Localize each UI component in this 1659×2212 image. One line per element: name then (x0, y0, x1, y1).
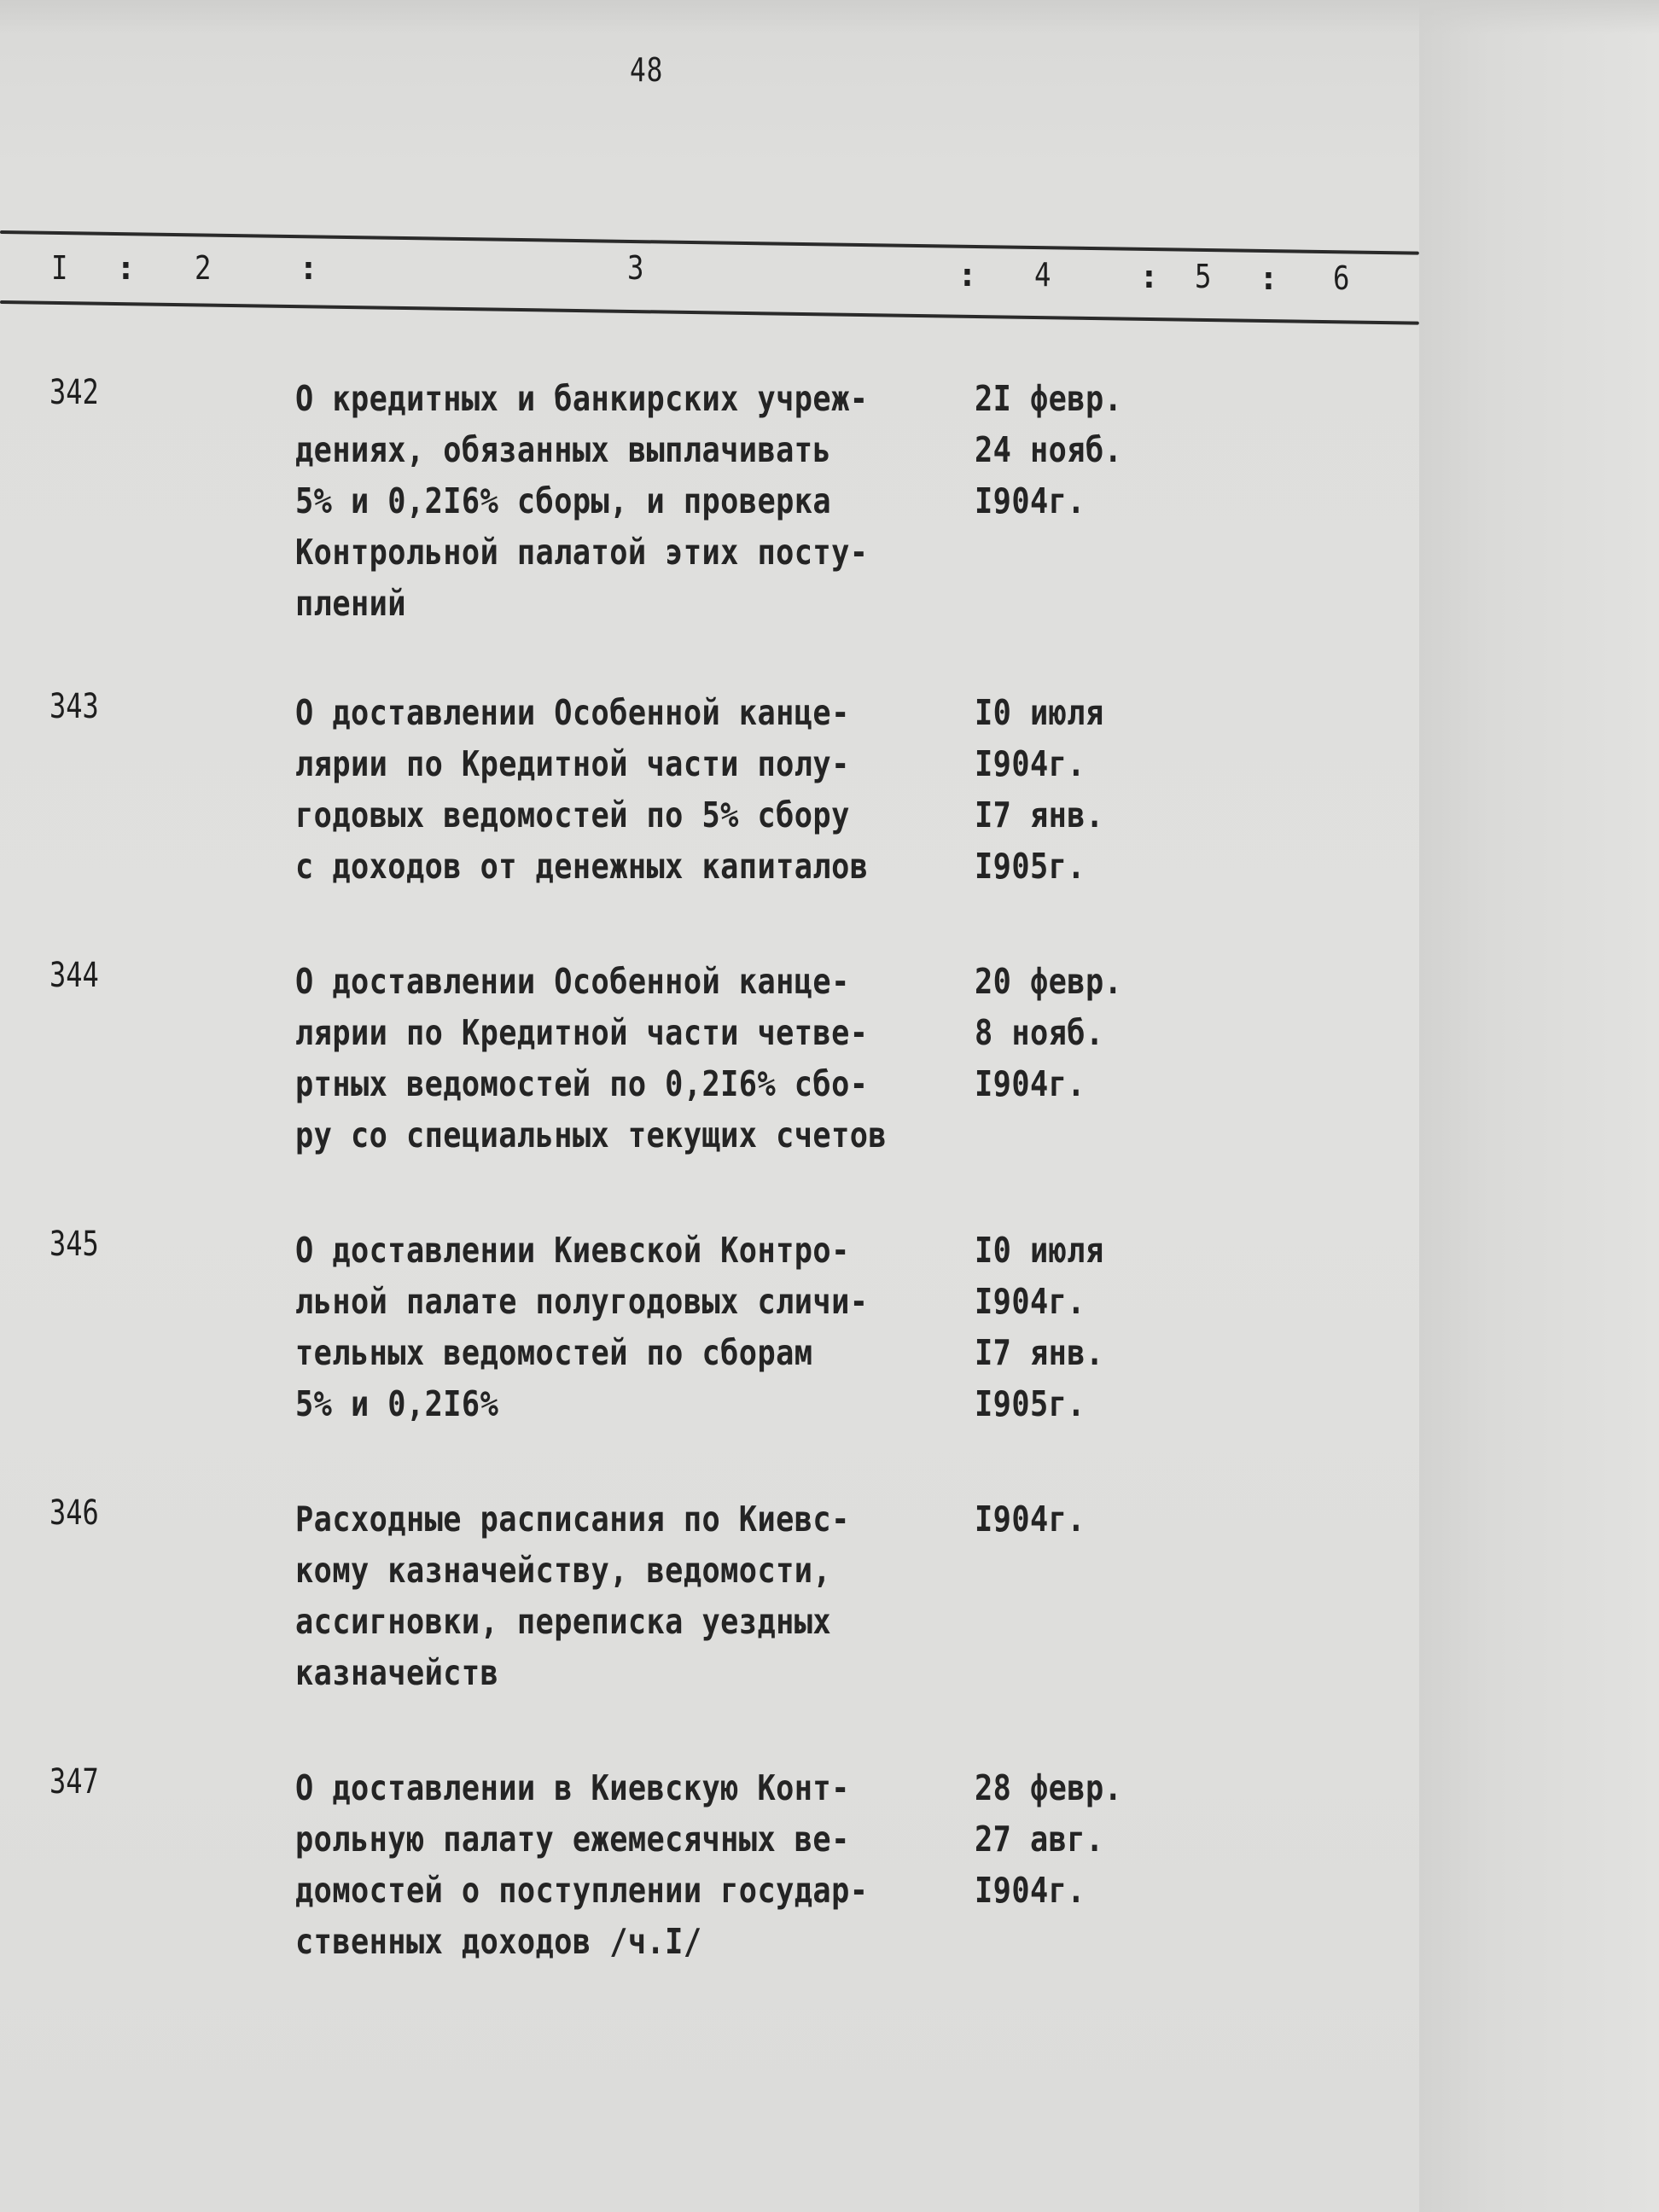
entry-number: 347 (49, 1762, 99, 1802)
description-line: Расходные расписания по Киевс- (295, 1499, 850, 1540)
description-line: О доставлении Киевской Контро- (295, 1230, 850, 1271)
description-line: рольную палату ежемесячных ве- (295, 1819, 850, 1860)
entry-number: 343 (49, 687, 99, 726)
date-line: I7 янв. (975, 1332, 1104, 1373)
entry-dates (975, 373, 1162, 527)
date-line: I7 янв. (975, 795, 1104, 835)
column-separator: : (299, 249, 318, 287)
description-line: казначейств (295, 1652, 499, 1693)
date-line: 20 февр. (975, 961, 1123, 1002)
description-line: О кредитных и банкирских учреж- (295, 378, 869, 419)
description-line: ртных ведомостей по 0,2I6% сбо- (295, 1063, 869, 1104)
description-line: льной палате полугодовых сличи- (295, 1281, 869, 1322)
column-header-2: 2 (195, 249, 212, 287)
description-line: домостей о поступлении государ- (295, 1870, 869, 1911)
date-line: I0 июля (975, 692, 1104, 733)
entry-description (295, 956, 978, 1161)
description-line: лярии по Кредитной части полу- (295, 743, 850, 784)
date-line: 24 нояб. (975, 429, 1123, 470)
description-line: 5% и 0,2I6% (295, 1383, 499, 1424)
column-header-5: 5 (1195, 258, 1212, 295)
entry-dates (975, 687, 1162, 892)
date-line: I904г. (975, 743, 1086, 784)
entry-dates (975, 1762, 1162, 1916)
description-line: с доходов от денежных капиталов (295, 846, 869, 887)
description-line: ру со специальных текущих счетов (295, 1115, 888, 1155)
description-line: годовых ведомостей по 5% сбору (295, 795, 850, 835)
description-line: кому казначейству, ведомости, (295, 1550, 832, 1591)
page-edge-background (1419, 0, 1659, 2212)
date-line: 27 авг. (975, 1819, 1104, 1860)
entry-dates (975, 956, 1162, 1109)
entry-description (295, 1762, 978, 1967)
top-shadow (0, 0, 1659, 34)
column-separator: : (1259, 259, 1278, 297)
date-line: I0 июля (975, 1230, 1104, 1271)
date-line: I904г. (975, 1063, 1086, 1104)
description-line: Контрольной палатой этих посту- (295, 532, 869, 573)
date-line: I904г. (975, 1499, 1086, 1540)
entry-description (295, 1225, 978, 1429)
date-line: 8 нояб. (975, 1012, 1104, 1053)
description-line: ственных доходов /ч.I/ (295, 1921, 702, 1962)
description-line: О доставлении в Киевскую Конт- (295, 1767, 850, 1808)
description-line: дениях, обязанных выплачивать (295, 429, 832, 470)
date-line: 2I февр. (975, 378, 1123, 419)
column-header-1: I (51, 249, 68, 287)
entry-number: 346 (49, 1493, 99, 1533)
column-separator: : (958, 256, 977, 294)
date-line: I904г. (975, 1281, 1086, 1322)
description-line: плений (295, 583, 406, 624)
date-line: I905г. (975, 846, 1086, 887)
date-line: I905г. (975, 1383, 1086, 1424)
entry-dates (975, 1225, 1162, 1429)
column-header-3: 3 (627, 249, 644, 287)
entry-number: 342 (49, 373, 99, 412)
description-line: 5% и 0,2I6% сборы, и проверка (295, 480, 832, 521)
column-header-6: 6 (1333, 259, 1350, 297)
description-line: лярии по Кредитной части четве- (295, 1012, 869, 1053)
date-line: I904г. (975, 480, 1086, 521)
column-separator: : (116, 249, 136, 287)
entry-description (295, 373, 978, 629)
column-separator: : (1139, 258, 1159, 295)
entry-dates (975, 1493, 1162, 1545)
entry-description (295, 687, 978, 892)
column-header-4: 4 (1034, 256, 1051, 294)
date-line: 28 февр. (975, 1767, 1123, 1808)
entry-description (295, 1493, 978, 1698)
entry-number: 344 (49, 956, 99, 995)
entry-number: 345 (49, 1225, 99, 1264)
date-line: I904г. (975, 1870, 1086, 1911)
description-line: О доставлении Особенной канце- (295, 692, 850, 733)
description-line: О доставлении Особенной канце- (295, 961, 850, 1002)
description-line: ассигновки, переписка уездных (295, 1601, 832, 1642)
page-number: 48 (630, 51, 664, 89)
description-line: тельных ведомостей по сборам (295, 1332, 813, 1373)
